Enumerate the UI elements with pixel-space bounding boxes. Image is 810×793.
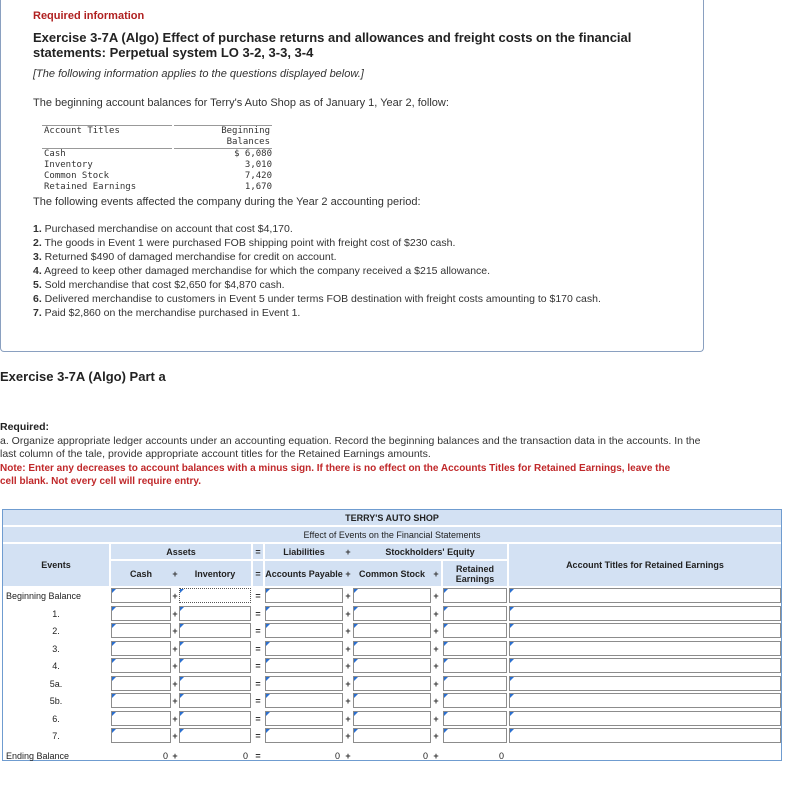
accounts-payable-input[interactable] [265, 641, 343, 656]
balance-row [42, 182, 272, 193]
equals-sign: = [255, 750, 261, 761]
event-row-label: 2. [52, 625, 60, 636]
plus-sign: + [345, 750, 351, 761]
plus-sign: + [433, 678, 439, 689]
accounts-payable-input[interactable] [265, 588, 343, 603]
retained-earnings-input[interactable] [443, 641, 507, 656]
plus-sign: + [433, 713, 439, 724]
event-item [33, 306, 693, 320]
event-row-label: 7. [52, 730, 60, 741]
inventory-input[interactable] [179, 711, 251, 726]
event-row-label: 6. [52, 713, 60, 724]
common-stock-input[interactable] [353, 728, 431, 743]
event-number: 6. [33, 293, 42, 305]
plus-sign: + [172, 678, 178, 689]
account-title-input[interactable] [509, 658, 781, 673]
event-row-label: 3. [52, 643, 60, 654]
plus-sign: + [433, 750, 439, 761]
equals-sign: = [255, 678, 261, 689]
plus-sign: + [433, 730, 439, 741]
plus-sign: + [345, 608, 351, 619]
table-subtitle: Effect of Events on the Financial Statements [3, 527, 781, 542]
balance-amount: 7,420 [244, 171, 272, 181]
plus-sign: + [431, 561, 441, 586]
cash-input[interactable] [111, 728, 171, 743]
event-number: 5. [33, 279, 42, 291]
applies-note: [The following information applies to the questions displayed below.] [33, 68, 364, 80]
plus-sign: + [345, 660, 351, 671]
equals-sign: = [255, 643, 261, 654]
balance-row [42, 171, 272, 182]
cash-header: Cash [111, 561, 171, 586]
retained-earnings-input[interactable] [443, 728, 507, 743]
equals-sign: = [255, 608, 261, 619]
ending-retained-earnings: 0 [498, 750, 504, 761]
plus-sign: + [433, 660, 439, 671]
ending-balance-label: Ending Balance [6, 750, 70, 761]
event-number: 3. [33, 251, 42, 263]
common-stock-input[interactable] [353, 623, 431, 638]
stockholders-equity-header: Stockholders' Equity [353, 544, 507, 559]
exercise-title: Exercise 3-7A (Algo) Effect of purchase returns and allowances and freight costs on the financial statements: Perpetual system LO 3-2, 3-3, 3-4 [33, 30, 632, 60]
retained-earnings-input[interactable] [443, 693, 507, 708]
event-item [33, 250, 693, 264]
retained-earnings-input[interactable] [443, 711, 507, 726]
accounts-payable-input[interactable] [265, 623, 343, 638]
event-text: Returned $490 of damaged merchandise for credit on account. [41, 251, 337, 263]
effect-of-events-table [2, 509, 782, 761]
cash-input[interactable] [111, 676, 171, 691]
accounts-payable-input[interactable] [265, 676, 343, 691]
plus-sign: + [172, 625, 178, 636]
common-stock-input[interactable] [353, 711, 431, 726]
accounts-payable-header: Accounts Payable [265, 561, 343, 586]
common-stock-input[interactable] [353, 641, 431, 656]
event-text: Sold merchandise that cost $2,650 for $4,870 cash. [41, 279, 285, 291]
event-item [33, 236, 693, 250]
plus-sign: + [345, 730, 351, 741]
inventory-input[interactable] [179, 588, 251, 603]
entry-note: Note: Enter any decreases to account balances with a minus sign. If there is no effect on the Accounts Titles for Retained Earnings, leave the cell blank. Not every cell will require entry. [0, 463, 671, 487]
balances-header-amounts: Beginning Balances [174, 125, 272, 149]
accounts-payable-input[interactable] [265, 693, 343, 708]
event-item [33, 292, 693, 306]
event-row-label: 5a. [49, 678, 63, 689]
account-title-input[interactable] [509, 641, 781, 656]
retained-earnings-input[interactable] [443, 676, 507, 691]
balance-amount: 3,010 [244, 160, 272, 170]
balances-intro: The beginning account balances for Terry's Auto Shop as of January 1, Year 2, follow: [33, 97, 449, 109]
cash-input[interactable] [111, 623, 171, 638]
event-number: 4. [33, 265, 42, 277]
common-stock-input[interactable] [353, 676, 431, 691]
event-number: 2. [33, 237, 42, 249]
beginning-balances-table [42, 125, 272, 193]
equals-sign: = [255, 713, 261, 724]
equals-sign: = [253, 544, 263, 559]
balance-title: Inventory [44, 160, 93, 170]
event-number: 1. [33, 223, 42, 235]
plus-sign: + [172, 730, 178, 741]
plus-sign: + [172, 608, 178, 619]
event-number: 7. [33, 307, 42, 319]
equals-sign: = [255, 660, 261, 671]
balance-row [42, 149, 272, 160]
retained-earnings-input[interactable] [443, 588, 507, 603]
plus-sign: + [433, 625, 439, 636]
accounts-payable-input[interactable] [265, 711, 343, 726]
common-stock-header: Common Stock [353, 561, 431, 586]
inventory-input[interactable] [179, 693, 251, 708]
inventory-header: Inventory [179, 561, 251, 586]
plus-sign: + [345, 678, 351, 689]
equals-sign: = [255, 730, 261, 741]
account-titles-header: Account Titles for Retained Earnings [509, 544, 781, 586]
equals-sign: = [255, 625, 261, 636]
plus-sign: + [433, 643, 439, 654]
event-text: The goods in Event 1 were purchased FOB shipping point with freight cost of $230 cash. [41, 237, 456, 249]
plus-sign: + [345, 625, 351, 636]
required-information-label: Required information [33, 10, 145, 22]
liabilities-header: Liabilities [265, 544, 343, 559]
balance-row [42, 160, 272, 171]
cash-input[interactable] [111, 658, 171, 673]
event-text: Agreed to keep other damaged merchandise for which the company received a $215 allowance. [41, 265, 491, 277]
plus-sign: + [172, 713, 178, 724]
event-row-label: 4. [52, 660, 60, 671]
inventory-input[interactable] [179, 606, 251, 621]
events-intro: The following events affected the company during the Year 2 accounting period: [33, 196, 421, 208]
event-row-label: 1. [52, 608, 60, 619]
events-header: Events [3, 544, 109, 586]
events-list [33, 222, 693, 320]
company-title: TERRY'S AUTO SHOP [3, 510, 781, 525]
ending-common-stock: 0 [422, 750, 428, 761]
event-item [33, 264, 693, 278]
plus-sign: + [345, 590, 351, 601]
equals-sign: = [253, 561, 263, 586]
plus-sign: + [433, 608, 439, 619]
plus-sign: + [172, 695, 178, 706]
event-text: Delivered merchandise to customers in Event 5 under terms FOB destination with freight costs amounting to $170 cash. [41, 293, 601, 305]
balances-header-titles: Account Titles [42, 125, 172, 149]
common-stock-input[interactable] [353, 588, 431, 603]
plus-sign: + [343, 544, 353, 559]
retained-earnings-header: Retained Earnings [443, 561, 507, 586]
common-stock-input[interactable] [353, 693, 431, 708]
event-text: Purchased merchandise on account that cost $4,170. [41, 223, 293, 235]
event-item [33, 222, 693, 236]
account-title-input[interactable] [509, 693, 781, 708]
plus-sign: + [433, 695, 439, 706]
common-stock-input[interactable] [353, 606, 431, 621]
accounts-payable-input[interactable] [265, 658, 343, 673]
ending-inventory: 0 [242, 750, 248, 761]
cash-input[interactable] [111, 711, 171, 726]
accounts-payable-input[interactable] [265, 728, 343, 743]
inventory-input[interactable] [179, 728, 251, 743]
plus-sign: + [172, 643, 178, 654]
plus-sign: + [172, 590, 178, 601]
accounts-payable-input[interactable] [265, 606, 343, 621]
equals-sign: = [255, 695, 261, 706]
account-title-input[interactable] [509, 588, 781, 603]
event-text: Paid $2,860 on the merchandise purchased in Event 1. [41, 307, 301, 319]
plus-sign: + [171, 561, 179, 586]
plus-sign: + [433, 590, 439, 601]
balance-amount: $ 6,080 [234, 149, 272, 159]
plus-sign: + [172, 660, 178, 671]
account-title-input[interactable] [509, 606, 781, 621]
inventory-input[interactable] [179, 623, 251, 638]
ending-accounts-payable: 0 [334, 750, 340, 761]
balance-title: Cash [44, 149, 66, 159]
required-label: Required: [0, 421, 50, 433]
requirement-a: a. Organize appropriate ledger accounts under an accounting equation. Record the beginning balances and the transaction data in the accounts. In the last column of the tale, provide appropriate account titles for the Retained Earnings amounts. [0, 435, 701, 460]
cash-input[interactable] [111, 588, 171, 603]
balance-title: Common Stock [44, 171, 110, 181]
inventory-input[interactable] [179, 676, 251, 691]
plus-sign: + [172, 750, 178, 761]
cash-input[interactable] [111, 641, 171, 656]
retained-earnings-input[interactable] [443, 606, 507, 621]
info-card [0, 0, 704, 352]
inventory-input[interactable] [179, 658, 251, 673]
balance-title: Retained Earnings [44, 182, 137, 192]
balance-amount: 1,670 [244, 182, 272, 192]
plus-sign: + [343, 561, 353, 586]
cash-input[interactable] [111, 693, 171, 708]
plus-sign: + [345, 713, 351, 724]
ending-cash: 0 [162, 750, 168, 761]
cash-input[interactable] [111, 606, 171, 621]
event-item [33, 278, 693, 292]
plus-sign: + [345, 643, 351, 654]
assets-header: Assets [111, 544, 251, 559]
account-title-input[interactable] [509, 711, 781, 726]
account-title-input[interactable] [509, 676, 781, 691]
retained-earnings-input[interactable] [443, 658, 507, 673]
retained-earnings-input[interactable] [443, 623, 507, 638]
event-row-label: Beginning Balance [6, 590, 82, 601]
account-title-input[interactable] [509, 623, 781, 638]
account-title-input[interactable] [509, 728, 781, 743]
common-stock-input[interactable] [353, 658, 431, 673]
inventory-input[interactable] [179, 641, 251, 656]
part-title: Exercise 3-7A (Algo) Part a [0, 369, 166, 384]
plus-sign: + [345, 695, 351, 706]
equals-sign: = [255, 590, 261, 601]
event-row-label: 5b. [49, 695, 63, 706]
